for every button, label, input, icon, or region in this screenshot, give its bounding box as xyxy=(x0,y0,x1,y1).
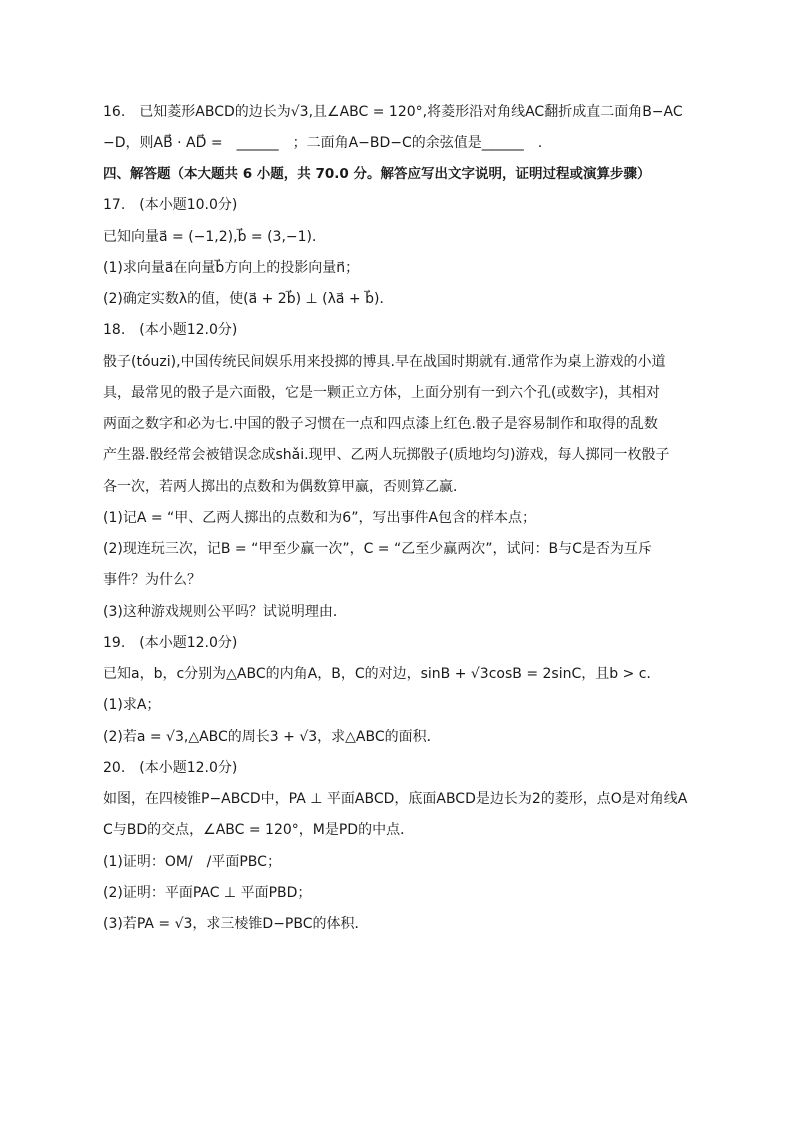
q18-stem-line-2: 具，最常见的骰子是六面骰，它是一颗正立方体，上面分别有一到六个孔(或数字)，其相对 xyxy=(103,385,660,401)
q20-stem-line-2: C与BD的交点，∠ABC = 120°，M是PD的中点． xyxy=(103,822,415,838)
q18-stem-line-4: 产生器.骰经常会被错误念成shǎi.现甲、乙两人玩掷骰子(质地均匀)游戏，每人掷同一枚骰子 xyxy=(103,447,670,463)
q18-stem-line-5: 各一次，若两人掷出的点数和为偶数算甲赢，否则算乙赢． xyxy=(103,479,467,495)
q18-stem-line-1: 骰子(tóuzi),中国传统民间娱乐用来投掷的博具.早在战国时期就有.通常作为桌上游戏的小道 xyxy=(103,354,666,370)
q18-stem-line-3: 两面之数字和必为七.中国的骰子习惯在一点和四点漆上红色.骰子是容易制作和取得的乱数 xyxy=(103,416,658,432)
q18-part-1: (1)记A = “甲、乙两人掷出的点数和为6”，写出事件A包含的样本点； xyxy=(103,510,537,526)
q18-part-2-line-1: (2)现连玩三次，记B = “甲至少赢一次”，C = “乙至少赢两次”，试问：B与C是否为互斥 xyxy=(103,541,652,557)
q20-part-3: (3)若PA = √3，求三棱锥D−PBC的体积． xyxy=(103,916,369,932)
q19-part-2: (2)若a = √3,△ABC的周长3 + √3，求△ABC的面积． xyxy=(103,729,441,745)
q18-part-2-line-2: 事件？为什么？ xyxy=(103,572,201,588)
q17-header: 17. (本小题10.0分) xyxy=(103,197,238,213)
section-heading: 四、解答题（本大题共 6 小题，共 70.0 分。解答应写出文字说明，证明过程或演算步骤） xyxy=(103,166,651,182)
q20-part-1: (1)证明：OM/ /平面PBC； xyxy=(103,854,281,870)
q16-line-1: 16. 已知菱形ABCD的边长为√3,且∠ABC = 120°,将菱形沿对角线AC翻折成直二面角B−AC xyxy=(103,104,683,120)
q20-stem-line-1: 如图，在四棱锥P−ABCD中，PA ⊥ 平面ABCD，底面ABCD是边长为2的菱形，点O是对角线A xyxy=(103,791,688,807)
q19-part-1: (1)求A； xyxy=(103,697,161,713)
q18-header: 18. (本小题12.0分) xyxy=(103,322,238,338)
q17-part-1: (1)求向量a⃗在向量b⃗方向上的投影向量n⃗； xyxy=(103,260,360,276)
q19-header: 19. (本小题12.0分) xyxy=(103,635,238,651)
q20-header: 20. (本小题12.0分) xyxy=(103,760,238,776)
q18-part-3: (3)这种游戏规则公平吗？试说明理由． xyxy=(103,604,347,620)
q19-stem: 已知a，b，c分别为△ABC的内角A，B，C的对边，sinB + √3cosB = 2sinC，且b > c． xyxy=(103,666,661,682)
q17-part-2: (2)确定实数λ的值，使(a⃗ + 2b⃗) ⊥ (λa⃗ + b⃗)． xyxy=(103,291,394,307)
q16-line-2: −D，则AB⃗ · AD⃗ = ______ ；二面角A−BD−C的余弦值是______ . xyxy=(103,135,543,151)
q20-part-2: (2)证明：平面PAC ⊥ 平面PBD； xyxy=(103,885,312,901)
q17-stem: 已知向量a⃗ = (−1,2),b⃗ = (3,−1)． xyxy=(103,229,327,245)
